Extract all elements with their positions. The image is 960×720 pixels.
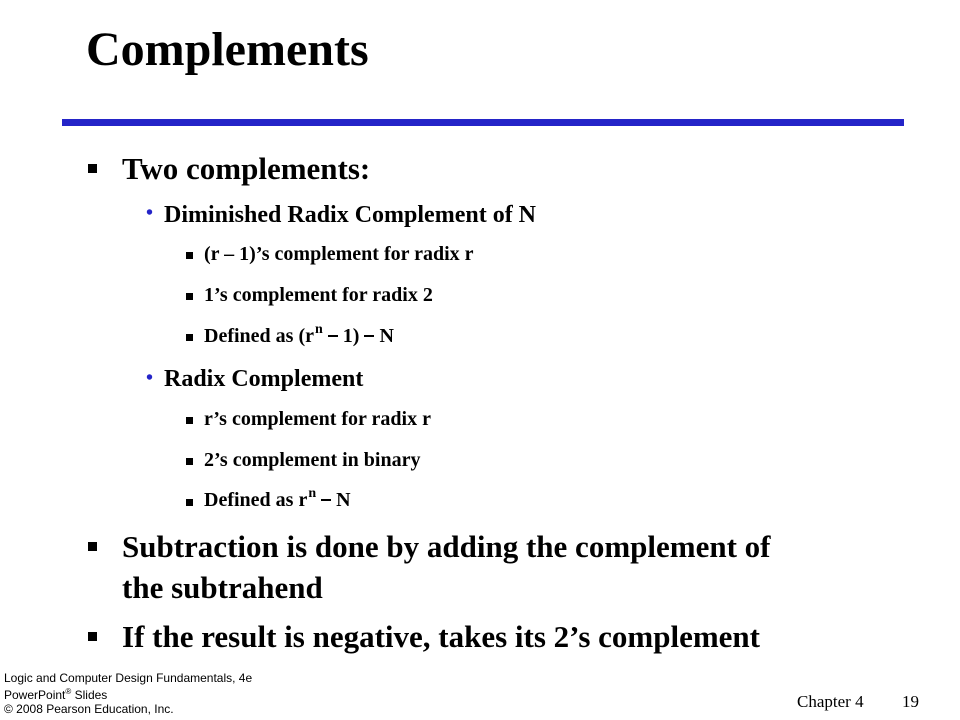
bullet-twos-binary: 2’s complement in binary	[204, 449, 421, 471]
chapter-label: Chapter 4	[797, 692, 864, 711]
formula-prefix: Defined as (r	[204, 325, 314, 347]
bullet-ones-complement: 1’s complement for radix 2	[204, 284, 433, 306]
title-divider	[62, 119, 904, 126]
bullet-subtraction-line1: Subtraction is done by adding the complement of	[122, 529, 771, 564]
bullet-negative-result: If the result is negative, takes its 2’s complement	[122, 619, 760, 654]
bullet-dot-icon: •	[146, 367, 154, 389]
bullet-square-icon	[186, 252, 193, 259]
footer-line2-prefix: PowerPoint	[4, 688, 66, 702]
bullet-subtraction-line2: the subtrahend	[122, 570, 323, 605]
formula-exponent: n	[314, 322, 323, 337]
bullet-square-icon	[186, 499, 193, 506]
slide-title: Complements	[86, 23, 369, 76]
formula-end: N	[379, 325, 394, 347]
bullet-diminished-radix: Diminished Radix Complement of N	[164, 202, 537, 228]
formula-exponent: n	[308, 486, 317, 501]
minus-sign	[328, 335, 338, 337]
formula-end: N	[336, 489, 351, 511]
bullet-two-complements: Two complements:	[122, 151, 371, 186]
formula-prefix: Defined as r	[204, 489, 308, 511]
bullet-rs-complement: r’s complement for radix r	[204, 408, 431, 430]
bullet-square-icon	[88, 164, 97, 173]
bullet-square-icon	[186, 417, 193, 424]
footer-line3: © 2008 Pearson Education, Inc.	[4, 702, 174, 716]
bullet-r-minus-1: (r – 1)’s complement for radix r	[204, 243, 474, 265]
bullet-defined-diminished	[204, 322, 394, 348]
bullet-defined-radix	[204, 486, 351, 512]
registered-mark: ®	[65, 687, 72, 696]
footer-book-info	[4, 671, 252, 716]
formula-mid: 1)	[342, 325, 360, 347]
page-number: 19	[902, 692, 919, 711]
footer-line2	[4, 685, 252, 702]
bullet-square-icon	[88, 542, 97, 551]
bullet-dot-icon: •	[146, 202, 154, 224]
bullet-square-icon	[186, 458, 193, 465]
bullet-radix-complement: Radix Complement	[164, 366, 364, 392]
bullet-square-icon	[186, 334, 193, 341]
bullet-square-icon	[186, 293, 193, 300]
footer-line1: Logic and Computer Design Fundamentals, 4e	[4, 671, 253, 685]
minus-sign	[321, 499, 331, 501]
minus-sign	[364, 335, 374, 337]
bullet-square-icon	[88, 632, 97, 641]
footer-line2-suffix: Slides	[71, 688, 108, 702]
